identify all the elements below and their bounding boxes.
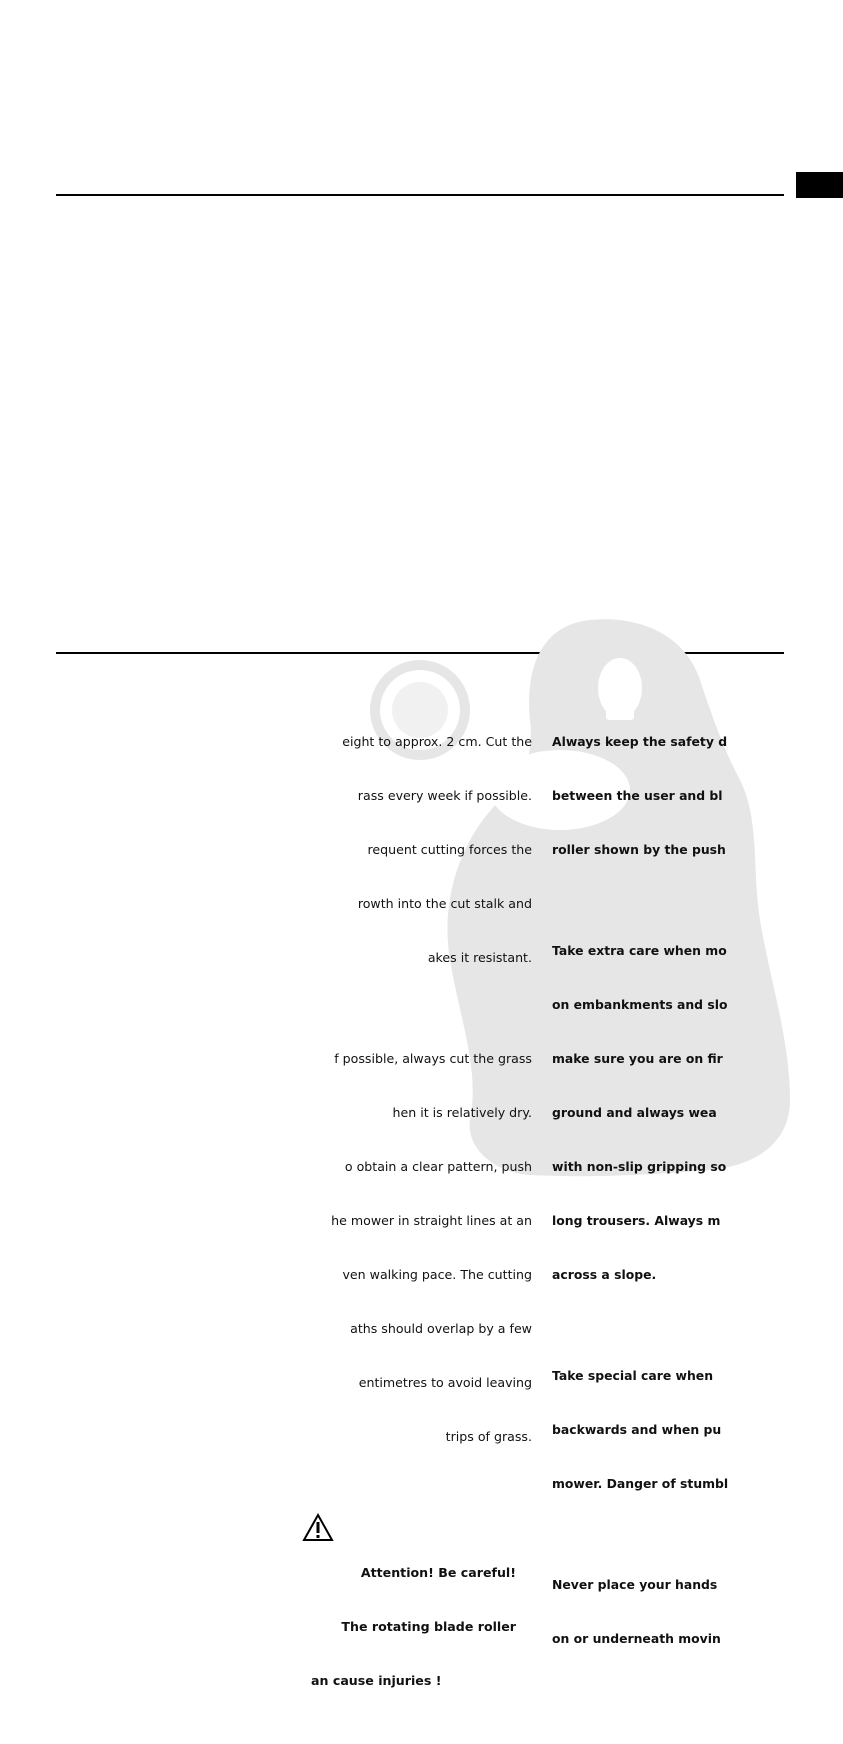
text-line: he mower in straight lines at an (331, 1213, 532, 1228)
text-line: on embankments and slo (552, 997, 728, 1012)
language-tab-marker (796, 172, 843, 198)
text-line: eight to approx. 2 cm. Cut the (342, 734, 532, 749)
text-line: hen it is relatively dry. (392, 1105, 532, 1120)
paragraph-gap (552, 1320, 730, 1331)
warning-triangle-icon (303, 1514, 333, 1541)
text-line: akes it resistant. (427, 950, 532, 965)
right-text-column (552, 697, 730, 1646)
text-line: trips of grass. (445, 1429, 532, 1444)
text-line: o obtain a clear pattern, push (344, 1159, 532, 1174)
text-line: backwards and when pu (552, 1422, 722, 1437)
text-line: Take special care when (552, 1368, 714, 1383)
text-line: across a slope. (552, 1267, 657, 1282)
text-line: ven walking pace. The cutting (342, 1267, 532, 1282)
warning-line: The rotating blade roller (341, 1619, 516, 1634)
text-line: on or underneath movin (552, 1631, 721, 1646)
text-line: Take extra care when mo (552, 943, 727, 958)
paragraph-gap (270, 1003, 532, 1014)
text-line: roller shown by the push (552, 842, 726, 857)
text-line: Always keep the safety d (552, 734, 728, 749)
text-line: f possible, always cut the grass (334, 1051, 532, 1066)
text-line: Never place your hands (552, 1577, 718, 1592)
text-line: ground and always wea (552, 1105, 717, 1120)
paragraph-gap (552, 1529, 730, 1540)
text-line: mower. Danger of stumbl (552, 1476, 729, 1491)
warning-line: an cause injuries ! (311, 1673, 442, 1688)
text-line: make sure you are on fir (552, 1051, 723, 1066)
paragraph-gap (552, 895, 730, 906)
text-line: requent cutting forces the (367, 842, 532, 857)
warning-line: Attention! Be careful! (360, 1565, 516, 1580)
warning-notice (270, 1510, 532, 1726)
top-rule (56, 194, 784, 196)
text-line: aths should overlap by a few (350, 1321, 532, 1336)
text-line: rass every week if possible. (357, 788, 532, 803)
text-line: with non-slip gripping so (552, 1159, 727, 1174)
left-text-column (270, 697, 532, 1688)
text-line: between the user and bl (552, 788, 723, 803)
text-line: rowth into the cut stalk and (357, 896, 532, 911)
text-line: entimetres to avoid leaving (358, 1375, 532, 1390)
text-line: long trousers. Always m (552, 1213, 721, 1228)
